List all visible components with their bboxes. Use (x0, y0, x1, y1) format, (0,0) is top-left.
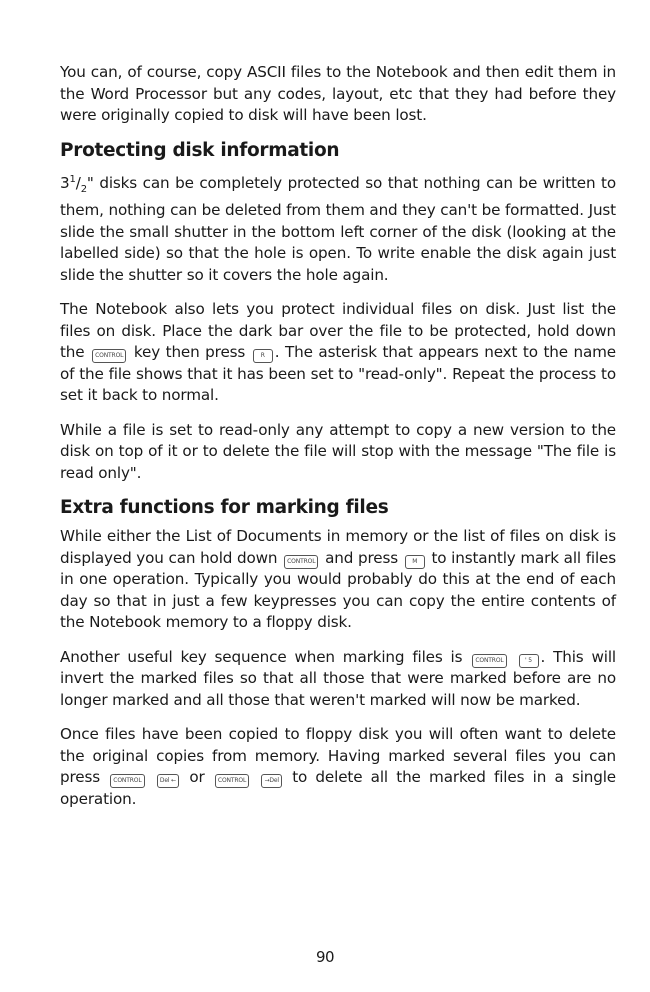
delete-text-b: to delete all the marked files in a single operation. (60, 768, 617, 808)
control-key-icon: CONTROL (215, 774, 249, 788)
fraction-slash: / (75, 173, 81, 192)
apostrophe-key-icon: ' 5 (519, 654, 539, 668)
paragraph-invert-marks (60, 647, 616, 712)
page-number: 90 (316, 948, 334, 966)
mark-text-c: to instantly mark all files in one operation. Typically you would probably do this at the end of each day so that in just a few keypresses you can copy the entire contents of the Notebook memory to a floppy disk. (60, 548, 616, 632)
protect-text-b: key then press (133, 343, 246, 362)
invert-text-a: Another useful key sequence when marking files is (60, 647, 463, 666)
paragraph-protect-files (60, 299, 616, 407)
control-key-icon: CONTROL (284, 555, 318, 569)
disk-shutter-text: " disks can be completely protected so that nothing can be written to them, nothing can be deleted from them and they can't be formatted. Just slide the small shutter in the bottom left corner of the disk (looking at the labelled side) so that the hole is open. To write enable the disk again just slide the shutter so it covers the hole again. (60, 173, 616, 284)
paragraph-mark-all (60, 526, 616, 634)
fraction-numerator: 1 (69, 173, 76, 185)
fraction-whole: 3 (60, 173, 70, 192)
protect-text-a: The Notebook also lets you protect individual files on disk. Just list the files on disk. Place the dark bar over the file to be protected, hold down the (60, 300, 616, 362)
fraction-denominator: 2 (80, 183, 87, 195)
delete-right-key-icon: →Del (261, 774, 281, 788)
mark-text-a: While either the List of Documents in memory or the list of files on disk is displayed you can hold down (60, 527, 616, 567)
paragraph-read-only: While a file is set to read-only any attempt to copy a new version to the disk on top of it or to delete the file will stop with the message "The file is read only". (60, 420, 616, 482)
control-key-icon: CONTROL (472, 654, 506, 668)
mark-text-b: and press (325, 548, 398, 567)
paragraph-disk-shutter (60, 169, 616, 287)
intro-paragraph: You can, of course, copy ASCII files to the Notebook and then edit them in the Word Processor but any codes, layout, etc that they had before they were originally copied to disk will have been lost. (60, 63, 616, 124)
delete-text-a: Once files have been copied to floppy disk you will often want to delete the original copies from memory. Having marked several files you can press (60, 725, 616, 787)
delete-or: or (189, 768, 205, 787)
control-key-icon: CONTROL (92, 349, 126, 363)
page-content (60, 62, 616, 823)
control-key-icon: CONTROL (110, 774, 144, 788)
protect-text-c: . The asterisk that appears next to the name of the file shows that it has been set to "read-only". Repeat the process to set it back to normal. (60, 343, 616, 405)
r-key-icon: R (253, 349, 273, 363)
invert-text-b: . This will invert the marked files so that all those that were marked before are no longer marked and all those that weren't marked will now be marked. (60, 647, 616, 709)
delete-left-key-icon: Del ← (157, 774, 179, 788)
paragraph-delete-marked (60, 724, 616, 810)
section-heading-marking: Extra functions for marking files (60, 497, 389, 519)
m-key-icon: M (405, 555, 425, 569)
section-heading-protecting: Protecting disk information (60, 139, 340, 161)
